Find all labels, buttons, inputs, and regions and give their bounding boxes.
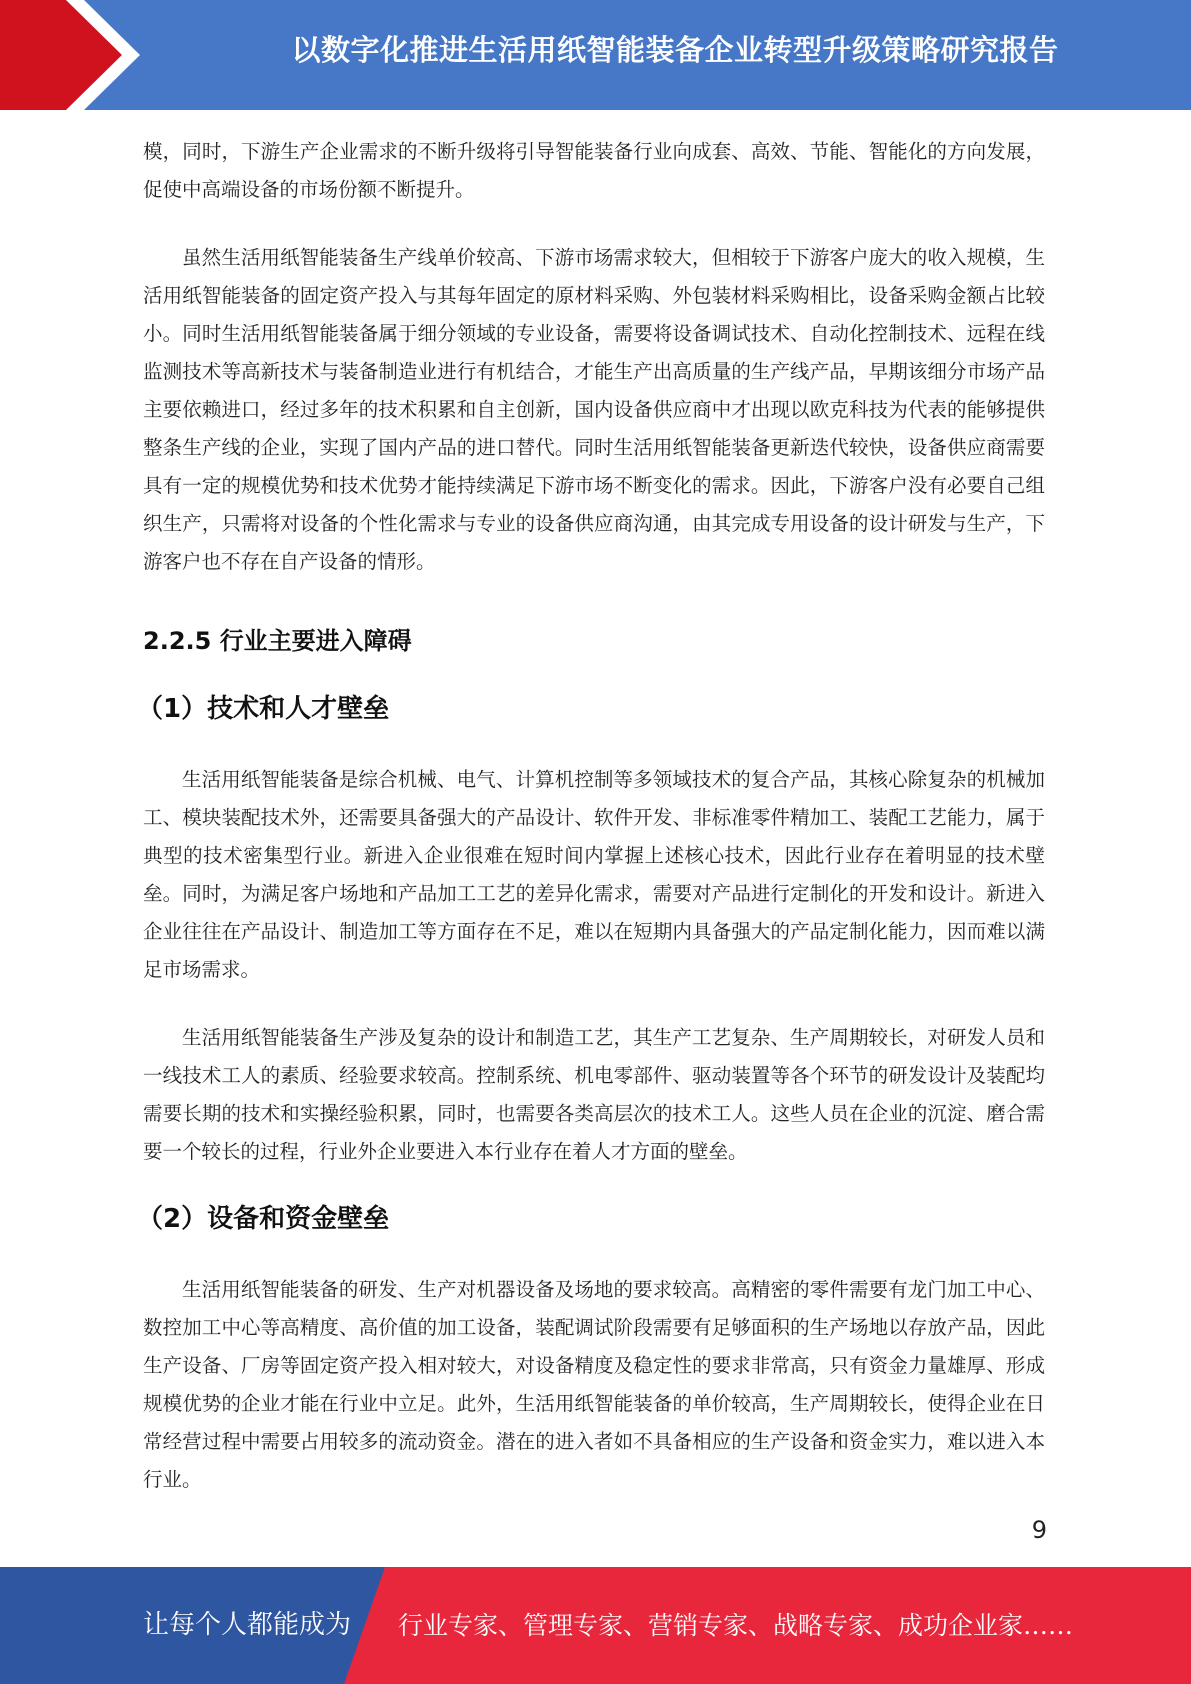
paragraph: 生活用纸智能装备的研发、生产对机器设备及场地的要求较高。高精密的零件需要有龙门加工中心、数控加工中心等高精度、高价值的加工设备，装配调试阶段需要有足够面积的生产场地以存放产品，因此生产设备、厂房等固定资产投入相对较大，对设备精度及稳定性的要求非常高，只有资金力量雄厚、形成规模优势的企业才能在行业中立足。此外，生活用纸智能装备的单价较高，生产周期较长，使得企业在日常经营过程中需要占用较多的流动资金。潜在的进入者如不具备相应的生产设备和资金实力，难以进入本行业。 — [143, 1278, 1045, 1491]
paragraph: 生活用纸智能装备生产涉及复杂的设计和制造工艺，其生产工艺复杂、生产周期较长，对研发人员和一线技术工人的素质、经验要求较高。控制系统、机电零部件、驱动装置等各个环节的研发设计及装配均需要长期的技术和实操经验积累，同时，也需要各类高层次的技术工人。这些人员在企业的沉淀、磨合需要一个较长的过程，行业外企业要进入本行业存在着人才方面的壁垒。 — [143, 1026, 1045, 1163]
page-header — [0, 0, 1191, 110]
document-body — [137, 133, 1045, 1499]
paragraph: 生活用纸智能装备是综合机械、电气、计算机控制等多领域技术的复合产品，其核心除复杂的机械加工、模块装配技术外，还需要具备强大的产品设计、软件开发、非标准零件精加工、装配工艺能力，属于典型的技术密集型行业。新进入企业很难在短时间内掌握上述核心技术，因此行业存在着明显的技术壁垒。同时，为满足客户场地和产品加工工艺的差异化需求，需要对产品进行定制化的开发和设计。新进入企业往往在产品设计、制造加工等方面存在不足，难以在短期内具备强大的产品定制化能力，因而难以满足市场需求。 — [143, 768, 1045, 981]
page-number: 9 — [1031, 1516, 1047, 1544]
paragraph: 虽然生活用纸智能装备生产线单价较高、下游市场需求较大，但相较于下游客户庞大的收入规模，生活用纸智能装备的固定资产投入与其每年固定的原材料采购、外包装材料采购相比，设备采购金额占比较小。同时生活用纸智能装备属于细分领域的专业设备，需要将设备调试技术、自动化控制技术、远程在线监测技术等高新技术与装备制造业进行有机结合，才能生产出高质量的生产线产品，早期该细分市场产品主要依赖进口，经过多年的技术积累和自主创新，国内设备供应商中才出现以欧克科技为代表的能够提供整条生产线的企业，实现了国内产品的进口替代。同时生活用纸智能装备更新迭代较快，设备供应商需要具有一定的规模优势和技术优势才能持续满足下游市场不断变化的需求。因此，下游客户没有必要自己组织生产，只需将对设备的个性化需求与专业的设备供应商沟通，由其完成专用设备的设计研发与生产，下游客户也不存在自产设备的情形。 — [143, 246, 1045, 573]
footer-slogan-left: 让每个人都能成为 — [143, 1610, 352, 1640]
subsection-heading-equipment-capital: （2）设备和资金壁垒 — [137, 1204, 390, 1234]
subsection-heading-tech-talent: （1）技术和人才壁垒 — [137, 694, 390, 724]
page-footer — [0, 1567, 1191, 1684]
footer-slogan-right: 行业专家、管理专家、营销专家、战略专家、成功企业家…… — [398, 1611, 1074, 1640]
header-arrow-emblem-icon — [0, 0, 160, 110]
report-title: 以数字化推进生活用纸智能装备企业转型升级策略研究报告 — [291, 33, 1059, 67]
paragraph-continuation: 模，同时，下游生产企业需求的不断升级将引导智能装备行业向成套、高效、节能、智能化的方向发展，促使中高端设备的市场份额不断提升。 — [143, 140, 1045, 201]
section-heading: 2.2.5 行业主要进入障碍 — [143, 627, 412, 655]
